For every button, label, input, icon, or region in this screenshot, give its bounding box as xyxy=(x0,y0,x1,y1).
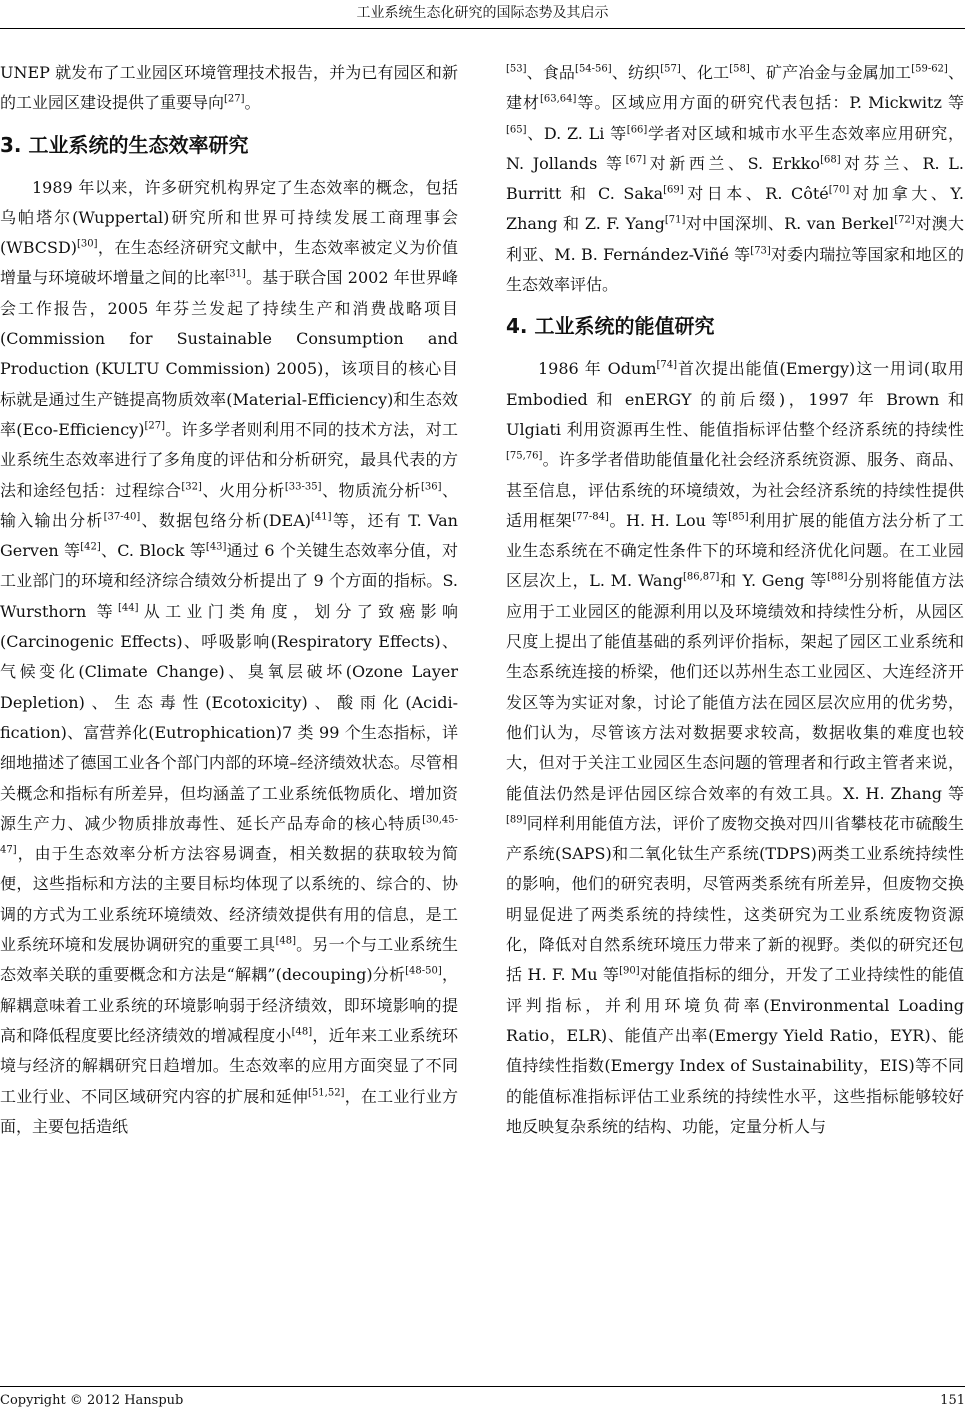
citation-ref: [70] xyxy=(828,184,850,196)
citation-ref: [66] xyxy=(626,124,648,136)
citation-ref: [67] xyxy=(625,154,647,166)
page-footer xyxy=(0,1386,965,1411)
citation-ref: [36] xyxy=(420,481,442,493)
copyright-text: Copyright © 2012 Hanspub xyxy=(0,1393,184,1408)
citation-ref: [51,52] xyxy=(308,1087,345,1099)
citation-ref: [86,87] xyxy=(683,572,720,584)
citation-ref: [75,76] xyxy=(506,450,543,462)
citation-ref: [54-56] xyxy=(575,63,612,75)
citation-ref: [71] xyxy=(664,215,686,227)
citation-ref: [41] xyxy=(311,511,332,523)
citation-ref: [65] xyxy=(506,124,527,136)
citation-ref: [63,64] xyxy=(540,93,577,105)
citation-ref: [48-50] xyxy=(405,965,442,977)
section-heading-3: 3. 工业系统的生态效率研究 xyxy=(0,132,249,157)
citation-ref: [68] xyxy=(820,154,841,166)
citation-ref: [77-84] xyxy=(572,511,609,523)
citation-ref: [27] xyxy=(144,420,165,432)
citation-ref: [48] xyxy=(275,935,296,947)
citation-ref: [48] xyxy=(291,1026,313,1038)
page-number: 151 xyxy=(940,1393,965,1408)
citation-ref: [32] xyxy=(181,481,202,493)
citation-ref: [69] xyxy=(663,184,684,196)
citation-ref: [31] xyxy=(225,269,246,281)
citation-ref: [53] xyxy=(506,63,527,75)
citation-ref: [27] xyxy=(224,93,245,105)
citation-ref: [59-62] xyxy=(911,63,948,75)
paragraph: 1986 年 Odum[74]首次提出能值(Emergy)这一用词(取用 Embodied 和 enERGY 的前后缀)，1997 年 Brown 和 Ulgiati 利用资源再生性、能值指标评估整个经济系统的持续性[75,76]。许多学者借助能值量化社会经济系统资源、服务、商品、甚至信息，评估系统的环境绩效，为社会经济系统的持续性提供适用框架[77-84]。H. H. Lou 等[85]利用扩展的能值方法分析了工业生态系统在不确定性条件下的环境和经济优化问题。在工业园区层次上，L. M. Wang[86,87]和 Y. Geng 等[88]分别将能值方法应用于工业园区的能源利用以及环境绩效和持续性分析，从园区尺度上提出了能值基础的系列评价指标，架起了园区工业系统和生态系统连接的桥梁，他们还以苏州生态工业园区、大连经济开发区等为实证对象，讨论了能值方法在园区层次应用的优劣势，他们认为，尽管该方法对数据要求较高，数据收集的难度也较大，但对于关注工业园区生态问题的管理者和行政主管者来说，能值法仍然是评估园区综合效率的有效工具。X. H. Zhang 等[89]同样利用能值方法，评价了废物交换对四川省攀枝花市硫酸生产系统(SAPS)和二氧化钛生产系统(TDPS)两类工业系统持续性的影响，他们的研究表明，尽管两类系统有所差异，但废物交换明显促进了两类系统的持续性，这类研究为工业系统废物资源化，降低对自然系统环境压力带来了新的视野。类似的研究还包括 H. F. Mu 等[90]对能值指标的细分，开发了工业持续性的能值评判指标，并利用环境负荷率(Environmental Loading Ratio，ELR)、能值产出率(Emergy Yield Ratio，EYR)、能值持续性指数(Emergy Index of Sustainability，EIS)等不同的能值标准指标评估工业系统的持续性水平，这些指标能够较好地反映复杂系统的结构、功能，定量分析人与 xyxy=(506,359,964,1136)
citation-ref: [37-40] xyxy=(103,511,141,523)
running-header-title: 工业系统生态化研究的国际态势及其启示 xyxy=(356,5,609,21)
citation-ref: [88] xyxy=(826,572,848,584)
citation-ref: [85] xyxy=(728,511,749,523)
citation-ref: [42] xyxy=(80,541,101,553)
citation-ref: [72] xyxy=(894,215,915,227)
citation-ref: [57] xyxy=(660,63,681,75)
left-column xyxy=(0,58,458,1142)
citation-ref: [30,45-47] xyxy=(0,814,458,856)
citation-ref: [58] xyxy=(729,63,750,75)
paragraph: [53]、食品[54-56]、纺织[57]、化工[58]、矿产冶金与金属加工[59-62]、建材[63,64]等。区域应用方面的研究代表包括：P. Mickwitz 等[65]、D. Z. Li 等[66]学者对区域和城市水平生态效率应用研究，N. Jollands 等[67]对新西兰、S. Erkko[68]对芬兰、R. L. Burritt 和 C. Saka[69]对日本、R. Côté[70]对加拿大、Y. Zhang 和 Z. F. Yang[71]对中国深圳、R. van Berkel[72]对澳大利亚、M. B. Fernández-Viñé 等[73]对委内瑞拉等国家和地区的生态效率评估。 xyxy=(506,63,964,295)
citation-ref: [33-35] xyxy=(284,481,322,493)
citation-ref: [30] xyxy=(77,238,98,250)
right-column xyxy=(506,58,964,1142)
citation-ref: [90] xyxy=(619,965,640,977)
citation-ref: [73] xyxy=(750,245,771,257)
citation-ref: [44] xyxy=(117,602,139,614)
running-header xyxy=(0,0,965,29)
citation-ref: [89] xyxy=(506,814,527,826)
citation-ref: [43] xyxy=(205,541,227,553)
citation-ref: [74] xyxy=(656,360,678,372)
section-heading-4: 4. 工业系统的能值研究 xyxy=(506,314,715,339)
paragraph: 1989 年以来，许多研究机构界定了生态效率的概念，包括乌帕塔尔(Wuppertal)研究所和世界可持续发展工商理事会(WBCSD)[30]，在生态经济研究文献中，生态效率被定义为价值增量与环境破坏增量之间的比率[31]。基于联合国 2002 年世界峰会工作报告，2005 年芬兰发起了持续生产和消费战略项目(Commission for Sustainable Consumption and Production (KULTU Commission) 2005)，该项目的核心目标就是通过生产链提高物质效率(Material-Efficiency)和生态效率(Eco-Efficiency)[27]。许多学者则利用不同的技术方法，对工业系统生态效率进行了多角度的评估和分析研究，最具代表的方法和途经包括：过程综合[32]、火用分析[33-35]、物质流分析[36]、输入输出分析[37-40]、数据包络分析(DEA)[41]等，还有 T. Van Gerven 等[42]、C. Block 等[43]通过 6 个关键生态效率分值，对工业部门的环境和经济综合绩效分析提出了 9 个方面的指标。S. Wursthorn 等[44]从工业门类角度，划分了致癌影响(Carcinogenic Effects)、呼吸影响(Respiratory Effects)、气候变化(Climate Change)、臭氧层破坏(Ozone Layer Depletion)、生态毒性(Ecotoxicity)、酸雨化(Acidi-fication)、富营养化(Eutrophication)7 类 99 个生态指标，详细地描述了德国工业各个部门内部的环境–经济绩效状态。尽管相关概念和指标有所差异，但均涵盖了工业系统低物质化、增加资源生产力、减少物质排放毒性、延长产品寿命的核心特质[30,45-47]，由于生态效率分析方法容易调查，相关数据的获取较为简便，这些指标和方法的主要目标均体现了以系统的、综合的、协调的方式为工业系统环境绩效、经济绩效提供有用的信息，是工业系统环境和发展协调研究的重要工具[48]。另一个与工业系统生态效率关联的重要概念和方法是“解耦”(decouping)分析[48-50]，解耦意味着工业系统的环境影响弱于经济绩效，即环境影响的提高和降低程度要比经济绩效的增减程度小[48]，近年来工业系统环境与经济的解耦研究日趋增加。生态效率的应用方面突显了不同工业行业、不同区域研究内容的扩展和延伸[51,52]，在工业行业方面，主要包括造纸 xyxy=(0,177,458,1136)
paragraph: UNEP 就发布了工业园区环境管理技术报告，并为已有园区和新的工业园区建设提供了重要导向[27]。 xyxy=(0,63,458,113)
